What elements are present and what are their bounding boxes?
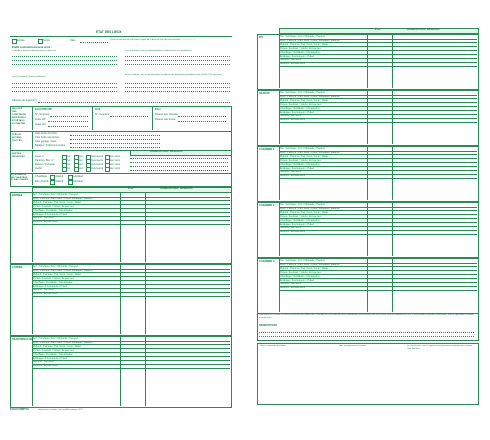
room-item-row[interactable]: Plafond : Peinture / Pap. Peint / Crépi / Dalles (32, 273, 120, 278)
pp-obs-line[interactable] (130, 170, 228, 171)
room-item-row[interactable]: Sol : Carrelage / Lino / Moquette / Parquet (32, 193, 120, 198)
chauffage-individuel-label: Individuel (72, 175, 83, 178)
room-item-row[interactable]: Murs : Peinture / Pap. Peint / Crépi / Moquette / Faïence (32, 341, 120, 346)
sig-bailleur-label: Nom et signature du bailleur (260, 345, 286, 347)
room-item-row[interactable]: Plafond : Peinture / Pap. Peint / Crépi / Dalles (32, 201, 120, 206)
room-item-row[interactable]: Sol : Carrelage / Lino / Moquette / Parquet (279, 203, 367, 208)
pp-nonvu-label: Non vu(s) (109, 167, 121, 170)
cles-row-4: Badges / Télécommandes (35, 144, 66, 147)
room-item-row[interactable]: Éclairage / Interrupteurs / Prises (279, 111, 367, 116)
room-label: WC (259, 36, 264, 39)
room-item-row[interactable]: Éclairage / Interrupteurs / Prises (279, 55, 367, 60)
pp-docs-label: Documents (90, 155, 104, 158)
room-obs-cell[interactable] (145, 292, 230, 297)
mandataire-note: Le cas échéant, nom ou dénomination et adresse de son mandataire (125, 50, 192, 52)
room-item-row[interactable]: Sol : Carrelage / Lino / Moquette / Parquet (279, 91, 367, 96)
elec-compteur-field[interactable] (50, 116, 88, 117)
room-item-row[interactable]: Sécurité / Serrurerie (279, 170, 367, 175)
room-item-row[interactable]: Portes / Fenêtres / Volets / Persiennes (32, 205, 120, 210)
room-label: ENTRÉE (12, 194, 23, 197)
cles-row-4-field[interactable] (70, 147, 160, 148)
pp-non-label: Non (78, 155, 83, 158)
date-note: (Pour un état des lieux de sortie, rappel de la date de l'état des lieux d'entrée : ....../....../......) (110, 39, 195, 41)
pp-row-4: Jardin (35, 167, 43, 170)
room-item-row[interactable]: Murs : Peinture / Pap. Peint / Crépi / Moquette / Faïence (279, 39, 367, 44)
cles-divider (32, 131, 33, 149)
room-item-row[interactable]: Meubles / Équipements (32, 292, 120, 297)
room-obs-cell[interactable] (392, 174, 477, 179)
locataire-label: Le(s) locataire(s) (nom et adresse) (12, 76, 46, 78)
form-title: ÉTAT DES LIEUX (96, 30, 122, 34)
room-etat-cell[interactable] (120, 364, 145, 369)
sig-locataire-area[interactable] (337, 352, 403, 400)
room-item-row[interactable]: Chauffage / Ventilation / Climatisation (32, 281, 120, 286)
room-item-row[interactable]: Meubles / Équipements (32, 220, 120, 225)
room-item-row[interactable]: Sol : Carrelage / Lino / Moquette / Parquet (279, 259, 367, 264)
gaz-compteur-field[interactable] (110, 116, 148, 117)
room-item-row[interactable]: Meubles / Équipements (279, 286, 367, 291)
room-item-row[interactable]: Plafond : Peinture / Pap. Peint / Crépi / Dalles (279, 43, 367, 48)
index-hp-label: Index HP (35, 118, 46, 121)
room-item-row[interactable]: Plafond : Peinture / Pap. Peint / Crépi / Dalles (279, 99, 367, 104)
room-item-row[interactable]: Chauffage / Ventilation / Climatisation (279, 163, 367, 168)
room-item-row[interactable]: Murs : Peinture / Pap. Peint / Crépi / Moquette / Faïence (279, 95, 367, 100)
pp-divider (32, 150, 33, 172)
representant-line-1[interactable] (125, 83, 230, 84)
eau-label: EAU (155, 108, 161, 111)
rooms-etat-header: ÉTAT (128, 187, 134, 190)
room-etat-cell[interactable] (120, 292, 145, 297)
bailleur-line-1[interactable] (12, 56, 117, 57)
sig-mandataire-area[interactable] (407, 352, 475, 400)
room-item-row[interactable]: Portes / Fenêtres / Volets / Persiennes (279, 159, 367, 164)
pp-non-label: Non (78, 163, 83, 166)
bailleur-line-3[interactable] (12, 64, 117, 65)
room-etat-cell[interactable] (367, 62, 392, 67)
room-item-row[interactable]: Chauffage / Ventilation / Climatisation (32, 209, 120, 214)
room-item-row[interactable]: Sécurité / Serrurerie (32, 216, 120, 221)
gaz-label: GAZ (95, 108, 101, 111)
room-item-row[interactable]: Chauffage / Ventilation / Climatisation (32, 353, 120, 358)
entree-label: Entrée (17, 39, 25, 42)
observations-label: OBSERVATIONS (259, 325, 277, 327)
pp-docs-label: Documents (90, 167, 104, 170)
eau-chaude-equip-label: Eau chaude : (35, 180, 51, 183)
gaz-compteur-label: N° compteur (95, 113, 110, 116)
cles-row-3: Clés garage / cave (35, 140, 57, 143)
right-page (257, 28, 479, 415)
room-label: CHAMBRE 2 (259, 204, 275, 207)
room-item-row[interactable]: Portes / Fenêtres / Volets / Persiennes (279, 215, 367, 220)
room-item-row[interactable]: Murs : Peinture / Pap. Peint / Crépi / Moquette / Faïence (32, 197, 120, 202)
room-item-row[interactable]: Portes / Fenêtres / Volets / Persiennes (32, 349, 120, 354)
eau-froide-label: Relevé eau froide (155, 118, 176, 121)
mandataire-line-3[interactable] (125, 64, 230, 65)
room-item-row[interactable]: Murs : Peinture / Pap. Peint / Crépi / Moquette / Faïence (279, 151, 367, 156)
room-etat-cell[interactable] (367, 286, 392, 291)
pp-oui-label: Oui (66, 159, 71, 162)
room-label: CUISINE (12, 266, 23, 269)
room-item-row[interactable]: Sécurité / Serrurerie (32, 360, 120, 365)
room-item-row[interactable]: Éclairage / Interrupteurs / Prises (32, 213, 120, 218)
eau-collectif-label: Collectif (54, 180, 64, 183)
representant-note: Le cas échéant, nom ou dénomination et adresse des personnes mandatées pour réaliser l'état des lieux (125, 74, 222, 76)
room-item-row[interactable]: Sol : Carrelage / Lino / Moquette / Parquet (279, 35, 367, 40)
mandataire-line-2[interactable] (125, 60, 230, 61)
cles-label: CLÉS ET MOYENS D'ACCÈS (12, 134, 22, 142)
room-item-row[interactable]: Sol : Carrelage / Lino / Moquette / Parquet (32, 265, 120, 270)
index-hp-field[interactable] (48, 121, 88, 122)
brand-logo: EXACOMPTA (10, 407, 29, 411)
room-etat-cell[interactable] (367, 230, 392, 235)
room-item-row[interactable]: Chauffage / Ventilation / Climatisation (279, 107, 367, 112)
pp-obs-line[interactable] (130, 158, 228, 159)
pp-docs-label: Documents (90, 163, 104, 166)
equipements-label: ÉQUIPEMENTS DE CHAUFFAGE ET EAU CHAUDE (11, 174, 29, 182)
adresse-label: Adresse du logement : (12, 99, 38, 102)
observations-line-2[interactable] (259, 336, 474, 337)
date-field[interactable] (80, 42, 108, 43)
room-label: CHAMBRE 3 (259, 260, 275, 263)
pp-row-2: Parking / Box n° (35, 159, 54, 162)
right-obs-header: OBSERVATIONS / RÉSERVES (407, 28, 440, 31)
compteurs-divider (32, 106, 33, 130)
adresse-field[interactable] (38, 102, 230, 103)
room-etat-cell[interactable] (367, 118, 392, 123)
room-item-row[interactable]: Meubles / Équipements (32, 364, 120, 369)
sig-bailleur-area[interactable] (259, 352, 331, 400)
pp-obs-line[interactable] (130, 166, 228, 167)
room-item-row[interactable]: Éclairage / Interrupteurs / Prises (279, 167, 367, 172)
chauffage-collectif-label: Collectif (54, 175, 64, 178)
room-label: SÉJOUR (259, 92, 270, 95)
pp-obs-line[interactable] (130, 162, 228, 163)
room-item-row[interactable]: Meubles / Équipements (279, 118, 367, 123)
room-item-row[interactable]: Murs : Peinture / Pap. Peint / Crépi / Moquette / Faïence (32, 269, 120, 274)
room-obs-cell[interactable] (392, 230, 477, 235)
room-item-row[interactable]: Murs : Peinture / Pap. Peint / Crépi / Moquette / Faïence (279, 207, 367, 212)
pp-oui-label: Oui (66, 163, 71, 166)
room-item-row[interactable]: Portes / Fenêtres / Volets / Persiennes (279, 47, 367, 52)
room-obs-cell[interactable] (145, 220, 230, 225)
room-etat-cell[interactable] (120, 220, 145, 225)
bailleur-line-2[interactable] (12, 60, 117, 61)
room-item-row[interactable]: Sol : Carrelage / Lino / Moquette / Parquet (279, 147, 367, 152)
room-item-row[interactable]: Éclairage / Interrupteurs / Prises (32, 285, 120, 290)
representant-line-2[interactable] (125, 87, 230, 88)
parties-privatives-label: PARTIES PRIVATIVES (12, 153, 25, 158)
room-item-row[interactable]: Chauffage / Ventilation / Climatisation (279, 219, 367, 224)
room-item-row[interactable]: Chauffage / Ventilation / Climatisation (279, 275, 367, 280)
gaz-divider (92, 106, 93, 130)
eau-individuel-label: Individuel (72, 180, 83, 183)
room-item-row[interactable]: Murs : Peinture / Pap. Peint / Crépi / Moquette / Faïence (279, 263, 367, 268)
pp-nonvu-label: Non vu(s) (109, 163, 121, 166)
pp-non-label: Non (78, 167, 83, 170)
room-label: CHAMBRE 1 (259, 148, 275, 151)
room-label: SÉJOUR/SALON (12, 338, 33, 341)
room-item-row[interactable]: Portes / Fenêtres / Volets / Persiennes (32, 277, 120, 282)
room-item-row[interactable]: Plafond : Peinture / Pap. Peint / Crépi / Dalles (279, 267, 367, 272)
room-item-row[interactable]: Portes / Fenêtres / Volets / Persiennes (279, 103, 367, 108)
room-item-row[interactable]: Éclairage / Interrupteurs / Prises (32, 357, 120, 362)
eau-divider (152, 106, 153, 130)
pp-non-label: Non (78, 159, 83, 162)
left-page (10, 28, 232, 415)
room-item-row[interactable]: Sécurité / Serrurerie (279, 282, 367, 287)
eau-froide-field[interactable] (178, 121, 226, 122)
footer-text: Reproduction interdite. Cerfa modèle conforme. 6721 (38, 408, 83, 411)
title-rule (10, 36, 232, 37)
room-obs-cell[interactable] (392, 118, 477, 123)
room-item-row[interactable]: Chauffage / Ventilation / Climatisation (279, 51, 367, 56)
pp-oui-label: Oui (66, 155, 71, 158)
cles-row-3-field[interactable] (70, 143, 160, 144)
cles-row-1-field[interactable] (70, 135, 160, 136)
room-item-row[interactable]: Meubles / Équipements (279, 174, 367, 179)
pp-docs-label: Documents (90, 159, 104, 162)
observations-line-1[interactable] (259, 332, 474, 333)
pp-obs-header-text: OBSERVATIONS / RÉSERVES (150, 150, 183, 153)
room-item-row[interactable]: Meubles / Équipements (279, 62, 367, 67)
room-item-row[interactable]: Meubles / Équipements (279, 230, 367, 235)
locataire-line-2[interactable] (12, 87, 117, 88)
cles-row-1: Clés porte d'entrée (35, 132, 57, 135)
electricite-label: ÉLECTRICITÉ (35, 108, 53, 111)
chauffage-label: Chauffage : (35, 175, 49, 178)
pp-row-1: Cave n° (35, 155, 45, 158)
locataire-line-3[interactable] (12, 91, 117, 92)
representant-line-3[interactable] (125, 91, 230, 92)
equip-divider (32, 173, 33, 185)
room-item-row[interactable]: Éclairage / Interrupteurs / Prises (279, 223, 367, 228)
room-item-row[interactable]: Sécurité / Serrurerie (32, 288, 120, 293)
bailleur-label: Le bailleur (nom ou dénomination et adresse) (12, 50, 57, 52)
eau-chaude-field[interactable] (178, 116, 226, 117)
room-item-row[interactable]: Plafond : Peinture / Pap. Peint / Crépi / Dalles (279, 155, 367, 160)
sig-mandataire-label: Le cas échéant, nom et signature des personnes mandatées pour réaliser l'état des lieux (407, 345, 473, 350)
eau-chaude-label: Relevé eau chaude (155, 113, 178, 116)
room-obs-cell[interactable] (392, 62, 477, 67)
cles-row-2: Clés boîte aux lettres (35, 136, 60, 139)
room-item-row[interactable]: Portes / Fenêtres / Volets / Persiennes (279, 271, 367, 276)
pp-row-3: Balcon / Terrasse (35, 163, 55, 166)
sig-locataire-label: Nom et signature du locataire (339, 345, 367, 347)
room-obs-cell[interactable] (392, 286, 477, 291)
index-hc-field[interactable] (48, 126, 88, 127)
legal-text: Commentaires à l'article 3-2 de la loi n°89-462 du 6 juillet 1989 : l'état des lieux est établi de façon contradictoire par les parties lors de la remise et de la restitution des clés. Si une mention est portée au document, elle est opposable au bailleur et au locataire. (259, 314, 474, 319)
locataire-line-1[interactable] (12, 83, 117, 84)
index-hc-label: Index HC (35, 123, 46, 126)
room-item-row[interactable]: Plafond : Peinture / Pap. Peint / Crépi / Dalles (32, 345, 120, 350)
compteurs-label: RELEVÉS DES COMPTEURS INDIVIDUELS ET DÉTAILS À COMPTER (12, 108, 26, 125)
date-label: Date : (70, 39, 77, 42)
room-item-row[interactable]: Sécurité / Serrurerie (279, 226, 367, 231)
room-item-row[interactable]: Sol : Carrelage / Lino / Moquette / Parquet (32, 337, 120, 342)
pp-nonvu-label: Non vu(s) (109, 155, 121, 158)
room-item-row[interactable]: Sécurité / Serrurerie (279, 114, 367, 119)
parties-title: Etabli contradictoirement entre : (12, 46, 52, 49)
room-obs-cell[interactable] (145, 364, 230, 369)
mandataire-line-1[interactable] (125, 56, 230, 57)
room-item-row[interactable]: Plafond : Peinture / Pap. Peint / Crépi / Dalles (279, 211, 367, 216)
room-item-row[interactable]: Éclairage / Interrupteurs / Prises (279, 279, 367, 284)
pp-nonvu-label: Non vu(s) (109, 159, 121, 162)
elec-compteur-label: N° compteur (35, 113, 50, 116)
sortie-label: Sortie (43, 39, 50, 42)
cles-row-2-field[interactable] (70, 139, 160, 140)
right-etat-header: ÉTAT (375, 28, 381, 31)
room-item-row[interactable]: Sécurité / Serrurerie (279, 58, 367, 63)
rooms-obs-header: OBSERVATIONS / RÉSERVES (160, 187, 193, 190)
room-etat-cell[interactable] (367, 174, 392, 179)
pp-oui-label: Oui (66, 167, 71, 170)
